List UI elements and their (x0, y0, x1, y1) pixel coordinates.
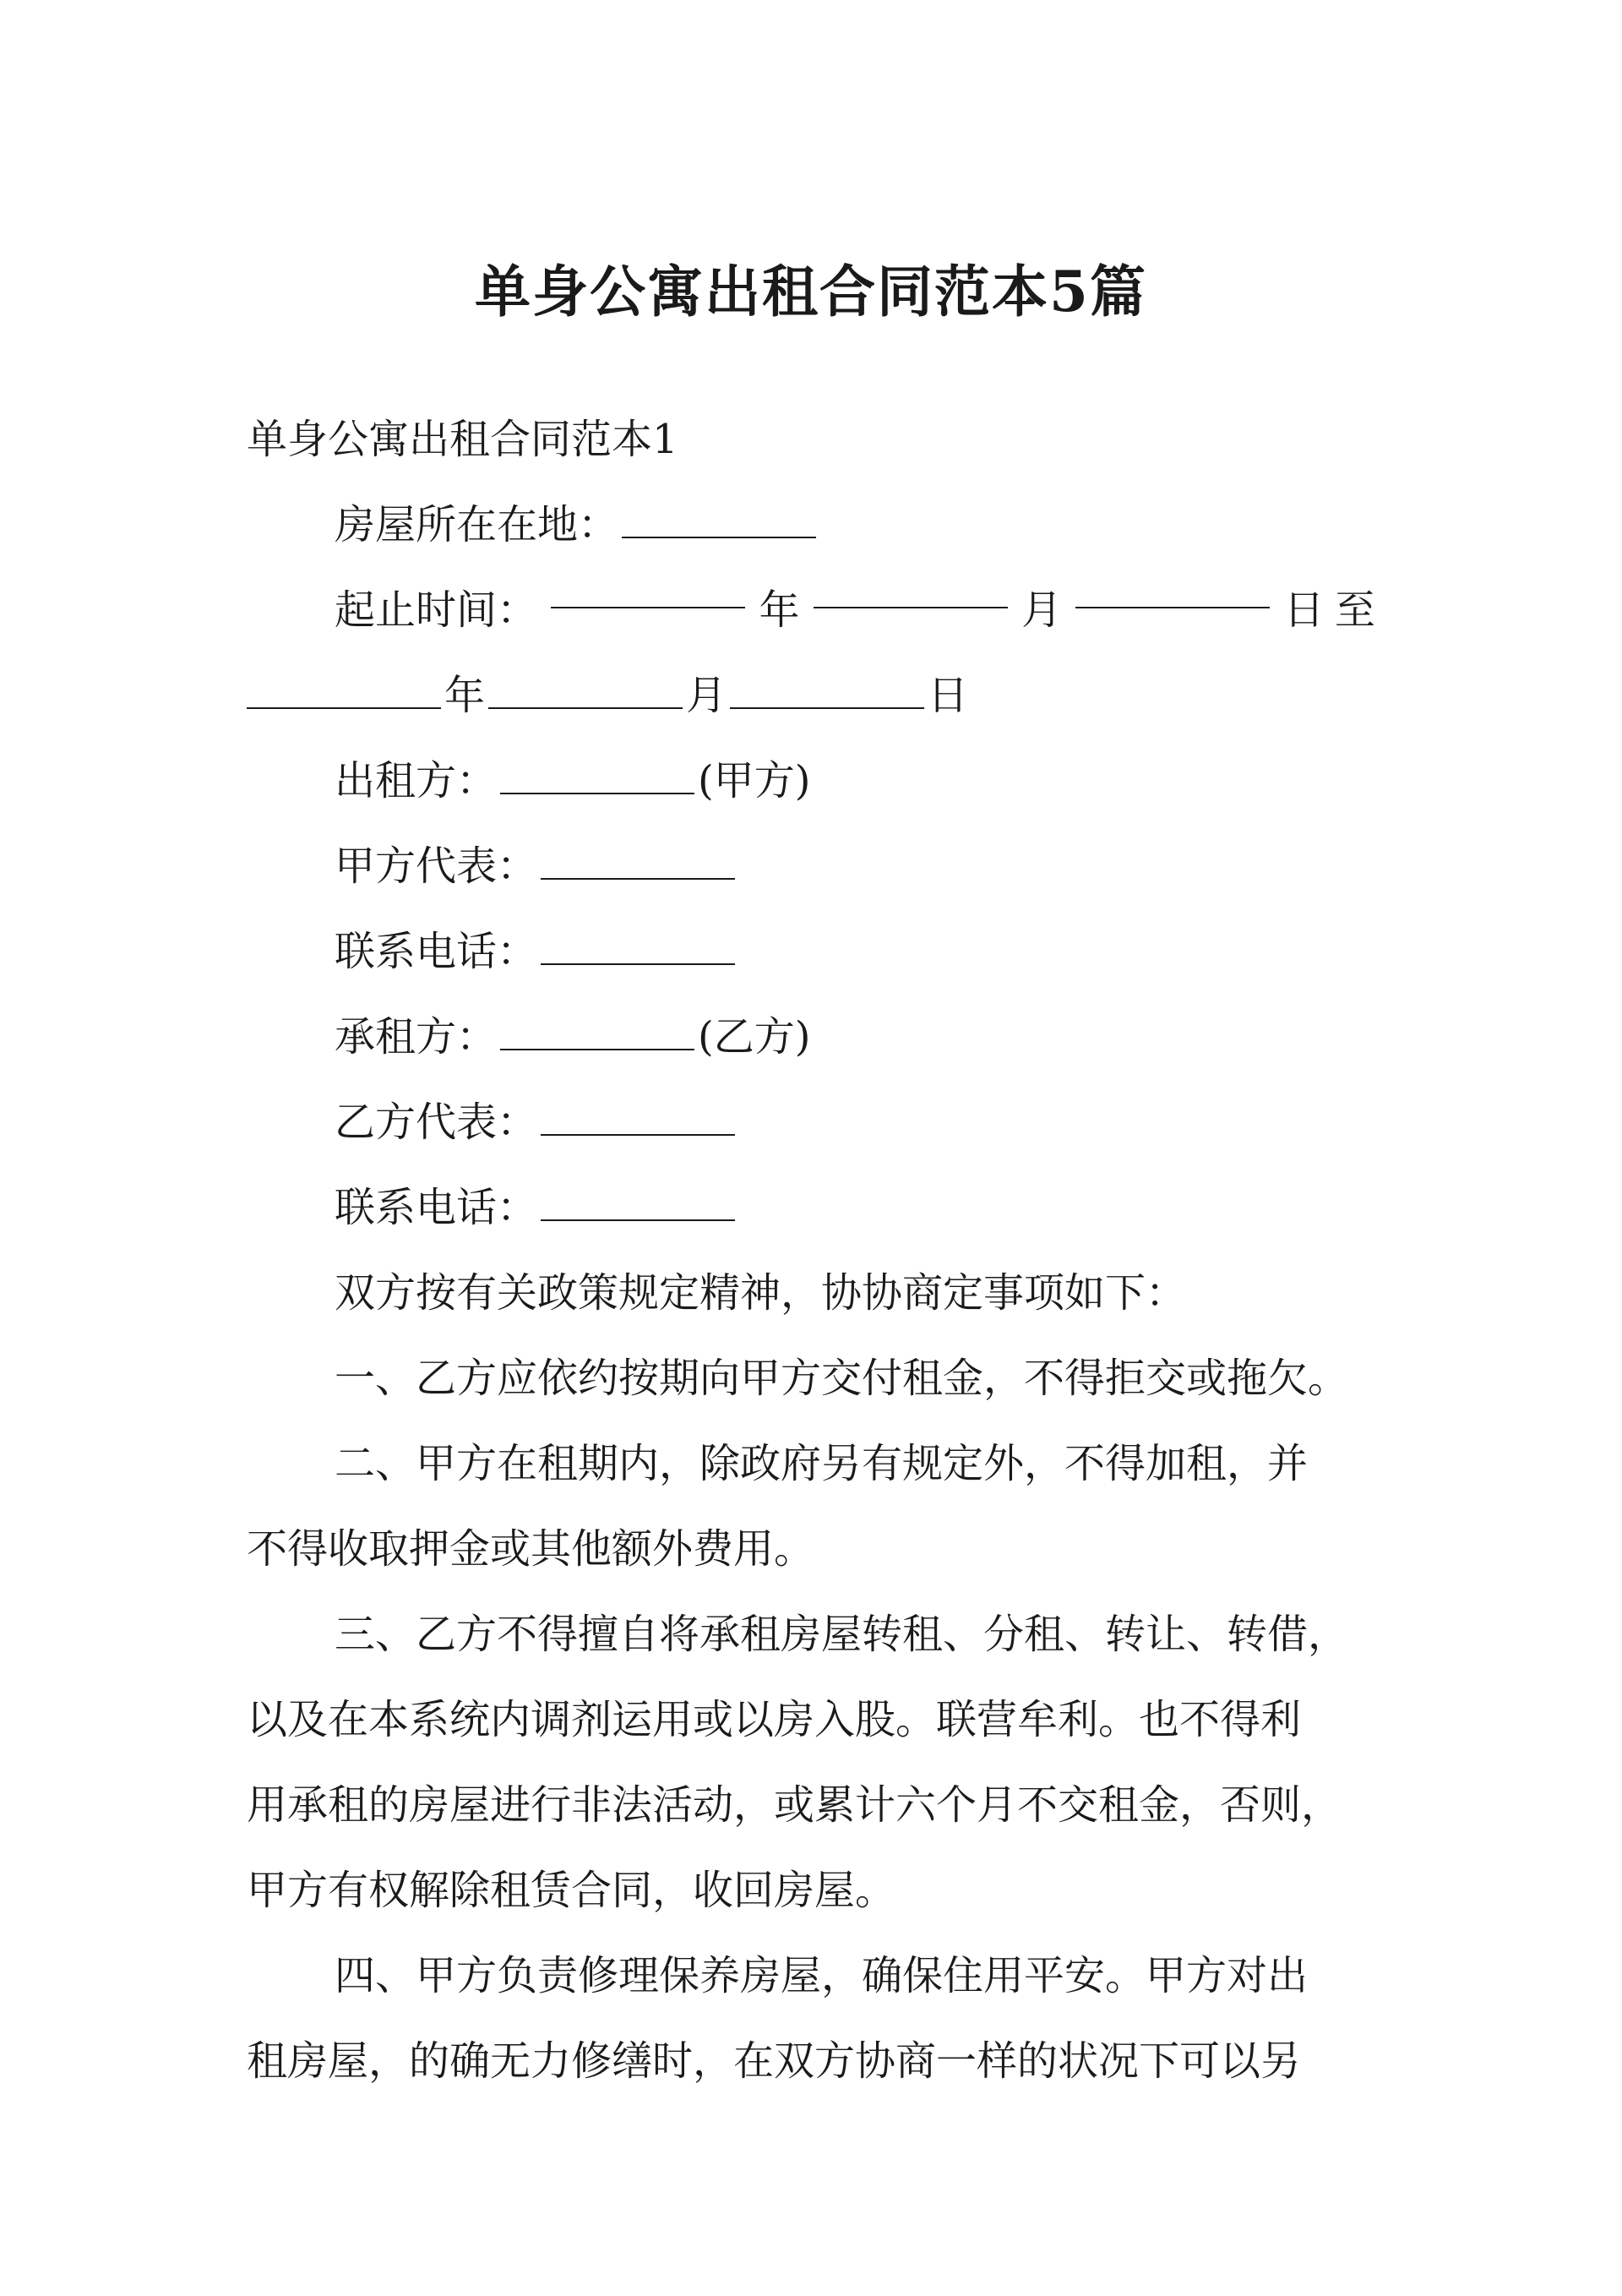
start-month-unit: 月 (1021, 586, 1063, 634)
start-day-unit: 日 (1283, 586, 1325, 634)
clause-line (247, 1848, 1375, 1933)
location-label: 房屋所在在地： (335, 501, 619, 548)
period-label: 起止时间： (335, 586, 538, 634)
a-phone-blank (541, 924, 735, 965)
b-rep-line (247, 1080, 1375, 1165)
clause-line (247, 1763, 1375, 1848)
b-rep-blank (541, 1095, 735, 1136)
end-month-blank (488, 668, 683, 709)
intro-text: 双方按有关政策规定精神，协协商定事项如下： (335, 1269, 1187, 1317)
section-subtitle (247, 397, 1375, 483)
clause-text: 用承租的房屋进行非法活动，或累计六个月不交租金，否则， (247, 1781, 1342, 1829)
clause-text: 以及在本系统内调剂运用或以房入股。联营牟利。也不得利 (247, 1696, 1302, 1743)
period-line (247, 568, 1375, 653)
start-month-blank (814, 568, 1008, 608)
period-end-line (247, 653, 1375, 739)
document-body (247, 397, 1375, 2104)
clause-text: 一、乙方应依约按期向甲方交付租金，不得拒交或拖欠。 (335, 1355, 1349, 1402)
clause-line (247, 1677, 1375, 1763)
clause-text: 租房屋，的确无力修缮时，在双方协商一样的状况下可以另 (247, 2037, 1302, 2085)
end-year-unit: 年 (444, 672, 486, 719)
lessor-blank (500, 754, 694, 794)
clause-text: 甲方有权解除租赁合同，收回房屋。 (247, 1867, 896, 1914)
lessee-label: 承租方： (335, 1013, 498, 1061)
intro-line (247, 1251, 1375, 1336)
start-year-unit: 年 (759, 586, 800, 634)
a-phone-label: 联系电话： (335, 928, 538, 975)
location-blank (622, 498, 816, 538)
page-title: 单身公寓出租合同范本5篇 (475, 259, 1147, 324)
a-rep-blank (541, 839, 735, 880)
b-rep-label: 乙方代表： (335, 1099, 538, 1146)
clause-line (247, 1507, 1375, 1592)
location-line (247, 483, 1375, 568)
end-day-blank (730, 668, 924, 709)
clause-line (247, 1592, 1375, 1677)
a-rep-line (247, 824, 1375, 909)
lessee-line (247, 995, 1375, 1080)
party-a-tag: (甲方) (698, 757, 811, 804)
clause-text: 二、甲方在租期内，除政府另有规定外，不得加租，并 (335, 1440, 1309, 1487)
party-b-tag: (乙方) (698, 1013, 811, 1061)
lessee-blank (500, 1010, 694, 1050)
end-year-blank (247, 668, 441, 709)
clause-text: 三、乙方不得擅自将承租房屋转租、分租、转让、转借， (335, 1611, 1349, 1658)
subtitle-text: 单身公寓出租合同范本1 (247, 416, 678, 463)
to-word: 至 (1334, 586, 1375, 634)
lessor-label: 出租方： (335, 757, 498, 804)
end-day-unit: 日 (928, 672, 969, 719)
clause-line (247, 2019, 1375, 2104)
clause-text: 四、甲方负责修理保养房屋，确保住用平安。甲方对出 (335, 1952, 1309, 1999)
clause-line (247, 1421, 1375, 1507)
lessor-line (247, 739, 1375, 824)
a-phone-line (247, 909, 1375, 995)
b-phone-blank (541, 1181, 735, 1221)
clause-line (247, 1336, 1375, 1421)
clause-text: 不得收取押金或其他额外费用。 (247, 1525, 815, 1573)
clause-line (247, 1933, 1375, 2019)
start-day-blank (1075, 568, 1270, 608)
b-phone-label: 联系电话： (335, 1184, 538, 1231)
a-rep-label: 甲方代表： (335, 843, 538, 890)
start-year-blank (551, 568, 745, 608)
end-month-unit: 月 (686, 672, 727, 719)
b-phone-line (247, 1165, 1375, 1251)
